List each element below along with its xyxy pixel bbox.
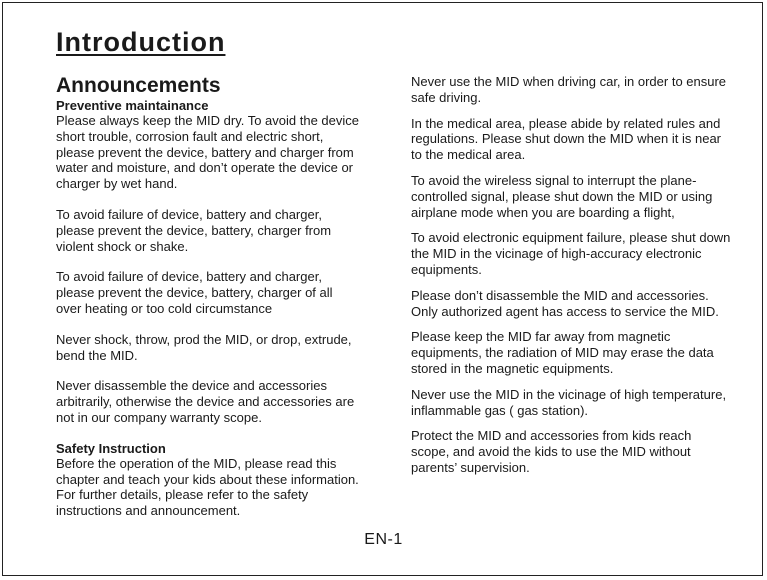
safety-paragraph: Before the operation of the MID, please read this chapter and teach your kids about these information. For further details, please refer to the safety instructions and announcement. xyxy=(56,455,359,519)
paragraph: To avoid electronic equipment failure, please shut down the MID in the vicinage of high-accuracy electronic equipments. xyxy=(411,230,731,277)
paragraph: Never use the MID in the vicinage of high temperature, inflammable gas ( gas station). xyxy=(411,386,727,418)
paragraph: To avoid the wireless signal to interrupt the plane-controlled signal, please shut down the MID or using airplane mode when you are boarding a flight, xyxy=(411,172,713,220)
page-title: Introduction xyxy=(56,27,226,57)
left-column xyxy=(56,74,361,519)
paragraph: Please always keep the MID dry. To avoid the device short trouble, corrosion fault and electric short, please prevent the device, battery and charger from water and moisture, and don’t operate the device or charger by wet hand. xyxy=(56,113,360,192)
safety-instruction-subheading: Safety Instruction xyxy=(56,440,166,456)
paragraph: To avoid failure of device, battery and charger, please prevent the device, battery, charger from violent shock or shake. xyxy=(56,206,332,254)
paragraph: Never use the MID when driving car, in order to ensure safe driving. xyxy=(411,74,727,105)
paragraph: In the medical area, please abide by related rules and regulations. Please shut down the MID when it is near to the medical area. xyxy=(411,115,722,163)
paragraph: Please keep the MID far away from magnetic equipments, the radiation of MID may erase the data stored in the magnetic equipments. xyxy=(411,329,714,376)
announcements-heading: Announcements xyxy=(56,74,221,97)
page-number: EN-1 xyxy=(364,531,403,548)
paragraph: Never disassemble the device and accessories arbitrarily, otherwise the device and accessories are not in our company warranty scope. xyxy=(56,378,355,425)
preventive-maintenance-subheading: Preventive maintainance xyxy=(56,98,209,113)
paragraph: Protect the MID and accessories from kids reach scope, and avoid the kids to use the MID without parents’ supervision. xyxy=(411,428,692,475)
paragraph: To avoid failure of device, battery and charger, please prevent the device, battery, charger of all over heating or too cold circumstance xyxy=(56,269,333,316)
paragraph: Please don’t disassemble the MID and accessories. Only authorized agent has access to service the MID. xyxy=(411,287,719,319)
paragraph: Never shock, throw, prod the MID, or drop, extrude, bend the MID. xyxy=(56,331,352,363)
right-column xyxy=(411,74,731,476)
